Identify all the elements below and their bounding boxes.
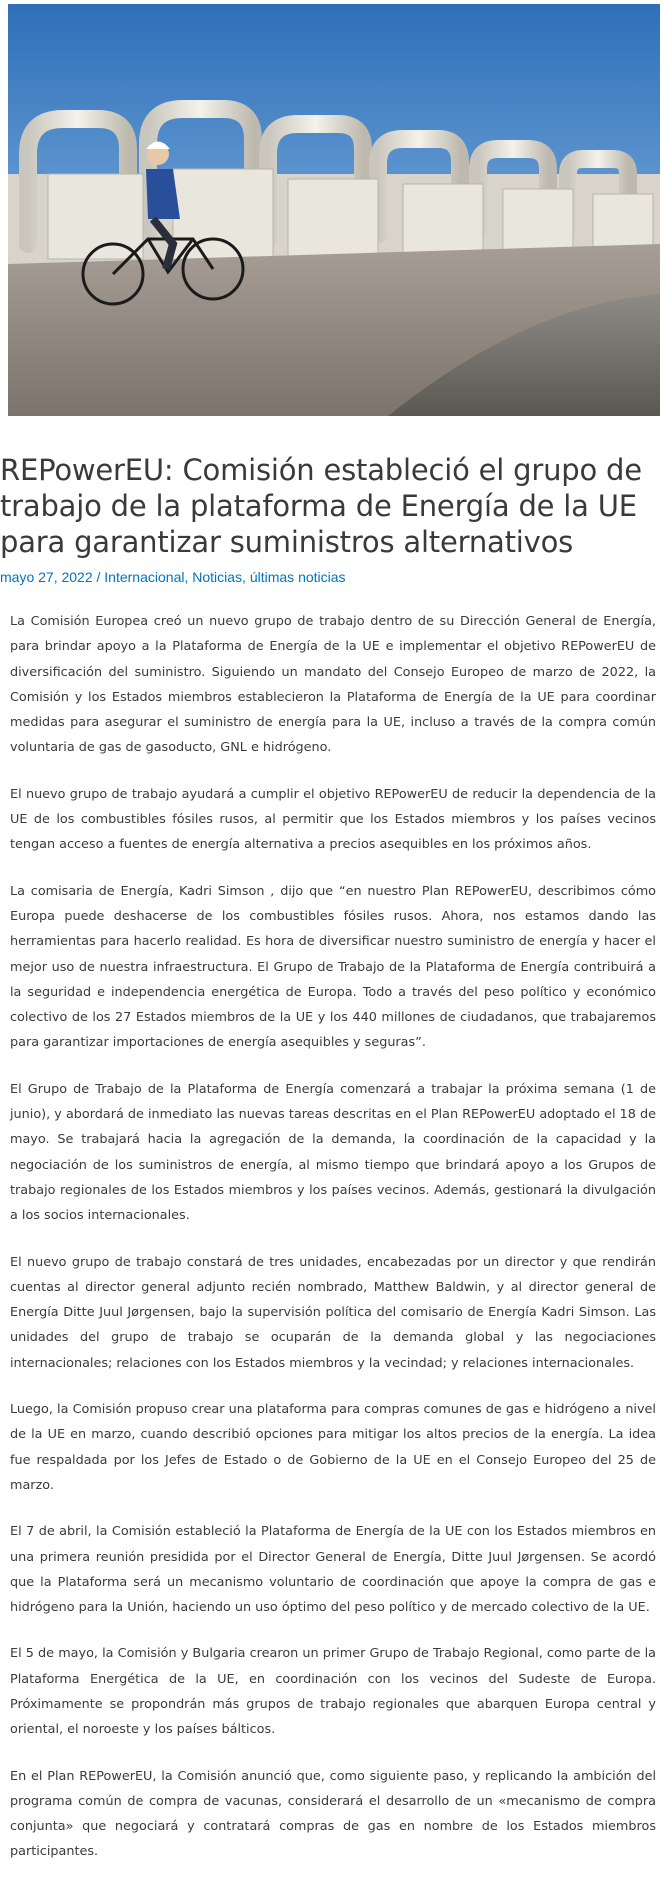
hero-image [8,4,660,416]
article-paragraph: El 5 de mayo, la Comisión y Bulgaria crearon un primer Grupo de Trabajo Regional, como parte de la Plataforma Energética de la UE, en coordinación con los vecinos del Sudeste de Europa. Próximamente se propondrán más grupos de trabajo regionales que abarquen Europa central y oriental, el noroeste y los países bálticos. [10,1646,656,1738]
category-separator: , [184,569,193,585]
category-link-ultimas-noticias[interactable]: últimas noticias [249,569,346,585]
article-paragraph: Luego, la Comisión propuso crear una plataforma para compras comunes de gas e hidrógeno a nivel de la UE en marzo, cuando describió opciones para mitigar los altos precios de la energía. La idea fue respaldada por los Jefes de Estado o de Gobierno de la UE en el Consejo Europeo del 25 de marzo. [10,1402,656,1493]
industrial-gas-plant-photo [8,4,660,416]
category-separator: , [242,569,250,585]
article-paragraph: El nuevo grupo de trabajo constará de tres unidades, encabezadas por un director y que rendirán cuentas al director general adjunto recién nombrado, Matthew Baldwin, y al director general de Energía Ditte Juul Jørgensen, bajo la supervisión política del comisario de Energía Kadri Simson. Las unidades del grupo de trabajo se ocuparán de la demanda global y las negociaciones internacionales; relaciones con los Estados miembros y la vecindad; y relaciones internacionales. [10,1254,656,1371]
article-paragraph: La comisaria de Energía, Kadri Simson , dijo que “en nuestro Plan REPowerEU, describimos cómo Europa puede deshacerse de los combustibles fósiles rusos. Ahora, nos estamos dando las herramientas para hacerlo realidad. Es hora de diversificar nuestro suministro de energía y hacer el mejor uso de nuestra infraestructura. El Grupo de Trabajo de la Plataforma de Energía contribuirá a la seguridad e independencia energética de Europa. Todo a través del peso político y económico colectivo de los 27 Estados miembros de la UE y los 440 millones de ciudadanos, que trabajaremos para garantizar importaciones de energía asequibles y seguras”. [10,883,656,1051]
article-paragraph: La Comisión Europea creó un nuevo grupo de trabajo dentro de su Dirección General de Energía, para brindar apoyo a la Plataforma de Energía de la UE e implementar el objetivo REPowerEU de diversificación del suministro. Siguiendo un mandato del Consejo Europeo de marzo de 2022, la Comisión y los Estados miembros establecieron la Plataforma de Energía de la UE para coordinar medidas para asegurar el suministro de energía para la UE, incluso a través de la compra común voluntaria de gas de gasoducto, GNL e hidrógeno. [10,614,656,756]
meta-separator: / [92,569,105,585]
article-paragraph: El nuevo grupo de trabajo ayudará a cumplir el objetivo REPowerEU de reducir la dependencia de la UE de los combustibles fósiles rusos, al permitir que los Estados miembros y los países vecinos tengan acceso a fuentes de energía alternativa a precios asequibles en los próximos años. [10,786,656,853]
article-paragraph: En el Plan REPowerEU, la Comisión anunció que, como siguiente paso, y replicando la ambición del programa común de compra de vacunas, considerará el desarrollo de un «mecanismo de compra conjunta» que negociará y contratará compras de gas en nombre de los Estados miembros participantes. [10,1768,656,1860]
article-meta [0,567,346,587]
article-paragraph: El Grupo de Trabajo de la Plataforma de Energía comenzará a trabajar la próxima semana (1 de junio), y abordará de inmediato las nuevas tareas descritas en el Plan REPowerEU adoptado el 18 de mayo. Se trabajará hacia la agregación de la demanda, la coordinación de la capacidad y la negociación de los suministros de energía, al mismo tiempo que brindará apoyo a los Grupos de trabajo regionales de los Estados miembros y los países vecinos. Además, gestionará la divulgación a los socios internacionales. [10,1081,656,1224]
category-link-noticias[interactable]: Noticias [192,569,243,585]
category-link-internacional[interactable]: Internacional [104,569,185,585]
article-title: REPowerEU: Comisión estableció el grupo de trabajo de la plataforma de Energía de la UE para garantizar suministros alternativos [0,453,642,559]
article-body [10,609,656,1886]
post-date-link[interactable]: mayo 27, 2022 [0,569,93,585]
article-paragraph: El 7 de abril, la Comisión estableció la Plataforma de Energía de la UE con los Estados miembros en una primera reunión presidida por el Director General de Energía, Ditte Juul Jørgensen. Se acordó que la Plataforma será un mecanismo voluntario de coordinación que apoye la compra de gas e hidrógeno para la Unión, haciendo un uso óptimo del peso político y de mercado colectivo de la UE. [10,1524,656,1616]
